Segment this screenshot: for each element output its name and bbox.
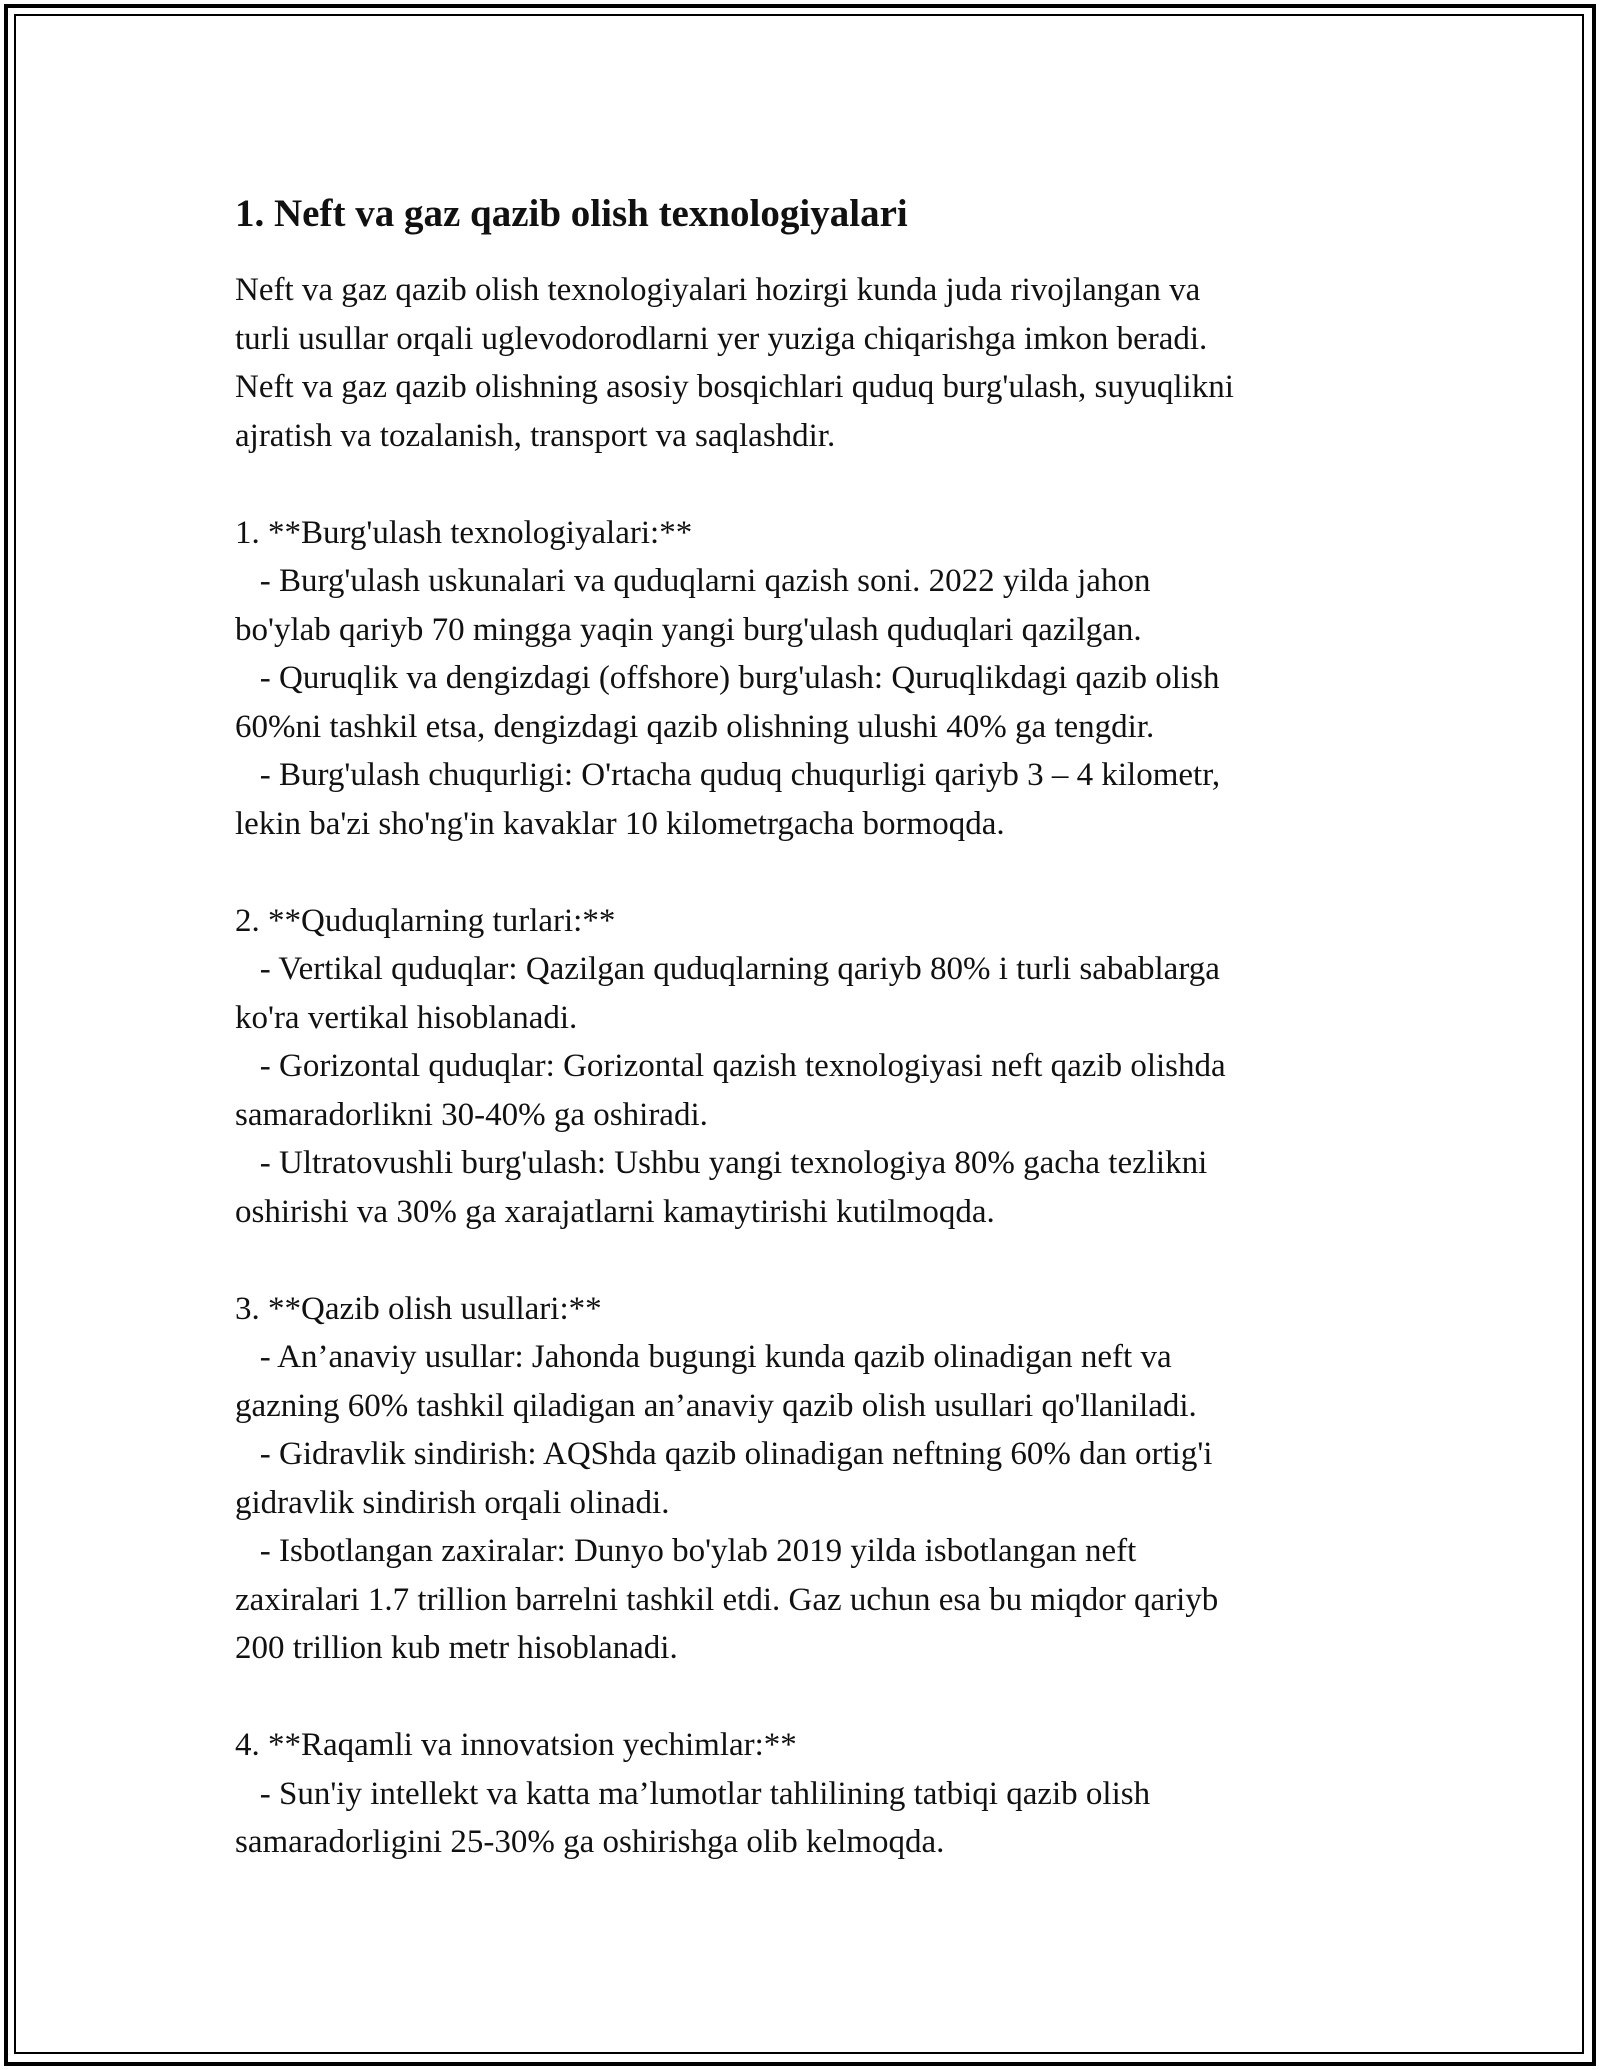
text-line: - Ultratovushli burg'ulash: Ushbu yangi texnologiya 80% gacha tezlikni <box>235 1145 1208 1181</box>
text-line: - Vertikal quduqlar: Qazilgan quduqlarning qariyb 80% i turli sabablarga <box>235 951 1220 987</box>
text-line: - Gorizontal quduqlar: Gorizontal qazish texnologiyasi neft qazib olishda <box>235 1048 1226 1084</box>
blank-line <box>235 848 1365 897</box>
text-line: 3. **Qazib olish usullari:** <box>235 1290 602 1327</box>
text-line: - Isbotlangan zaxiralar: Dunyo bo'ylab 2019 yilda isbotlangan neft <box>235 1533 1137 1569</box>
blank-line <box>235 460 1365 509</box>
text-line: - Quruqlik va dengizdagi (offshore) burg'ulash: Quruqlikdagi qazib olish <box>235 660 1220 696</box>
text-line: ko'ra vertikal hisoblanadi. <box>235 999 578 1036</box>
text-line: zaxiralari 1.7 trillion barrelni tashkil etdi. Gaz uchun esa bu miqdor qariyb <box>235 1581 1219 1618</box>
text-line: - Burg'ulash chuqurligi: O'rtacha quduq chuqurligi qariyb 3 – 4 kilometr, <box>235 757 1221 793</box>
text-line: - An’anaviy usullar: Jahonda bugungi kunda qazib olinadigan neft va <box>235 1339 1172 1375</box>
blank-line <box>235 1236 1365 1285</box>
text-line: - Sun'iy intellekt va katta ma’lumotlar tahlilining tatbiqi qazib olish <box>235 1775 1151 1812</box>
text-line: ajratish va tozalanish, transport va saqlashdir. <box>235 417 836 454</box>
text-line: samaradorligini 25-30% ga oshirishga olib kelmoqda. <box>235 1824 945 1860</box>
text-line: 1. **Burg'ulash texnologiyalari:** <box>235 514 693 551</box>
text-line: Neft va gaz qazib olishning asosiy bosqichlari quduq burg'ulash, suyuqlikni <box>235 369 1234 405</box>
text-line: 2. **Quduqlarning turlari:** <box>235 902 616 939</box>
document-text <box>235 266 1365 1867</box>
text-line: 4. **Raqamli va innovatsion yechimlar:** <box>235 1727 797 1763</box>
document-body <box>235 186 1365 1867</box>
text-line: samaradorlikni 30-40% ga oshiradi. <box>235 1096 708 1133</box>
text-line: Neft va gaz qazib olish texnologiyalari hozirgi kunda juda rivojlangan va <box>235 272 1201 308</box>
text-line: - Gidravlik sindirish: AQShda qazib olinadigan neftning 60% dan ortig'i <box>235 1436 1213 1472</box>
text-line: lekin ba'zi sho'ng'in kavaklar 10 kilometrgacha bormoqda. <box>235 805 1005 842</box>
text-line: gidravlik sindirish orqali olinadi. <box>235 1484 670 1521</box>
text-line: turli usullar orqali uglevodorodlarni yer yuziga chiqarishga imkon beradi. <box>235 320 1208 357</box>
text-line: bo'ylab qariyb 70 mingga yaqin yangi burg'ulash quduqlari qazilgan. <box>235 611 1142 648</box>
text-line: gazning 60% tashkil qiladigan an’anaviy qazib olish usullari qo'llaniladi. <box>235 1387 1197 1424</box>
text-line: 200 trillion kub metr hisoblanadi. <box>235 1630 678 1666</box>
text-line: 60%ni tashkil etsa, dengizdagi qazib olishning ulushi 40% ga tengdir. <box>235 708 1155 745</box>
text-line: oshirishi va 30% ga xarajatlarni kamaytirishi kutilmoqda. <box>235 1193 995 1230</box>
blank-line <box>235 1673 1365 1722</box>
document-title: 1. Neft va gaz qazib olish texnologiyalari <box>235 192 908 235</box>
text-line: - Burg'ulash uskunalari va quduqlarni qazish soni. 2022 yilda jahon <box>235 563 1151 599</box>
